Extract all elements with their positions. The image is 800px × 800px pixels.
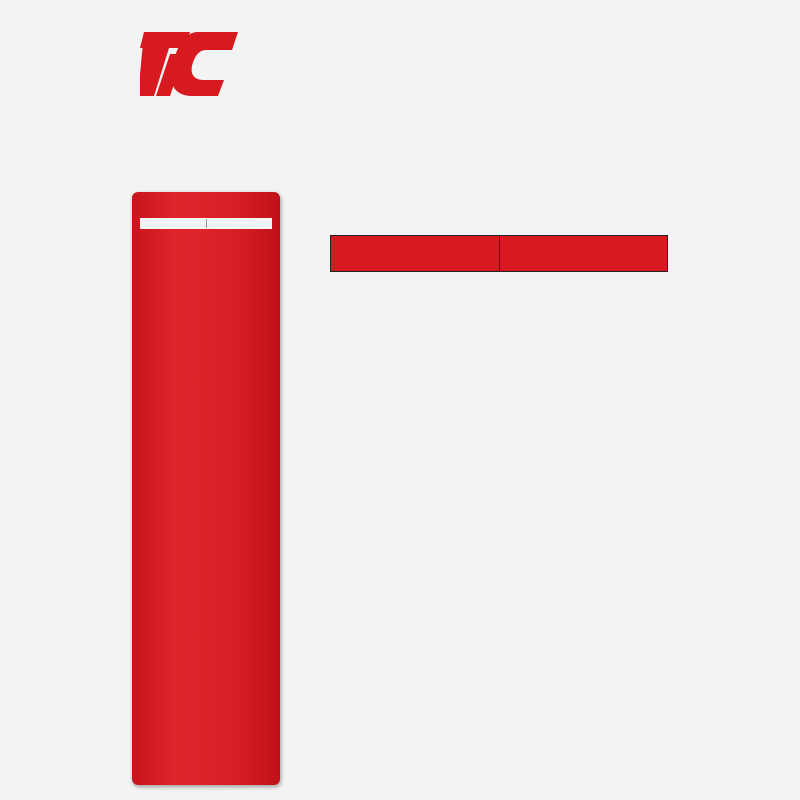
thread-checker-gauge <box>132 192 280 785</box>
table-header-row <box>331 236 668 272</box>
gauge-studs <box>132 192 280 785</box>
rc-logo-icon <box>140 24 240 119</box>
thread-size-table <box>330 235 668 272</box>
header-metric-thread <box>331 236 500 272</box>
header-imperial-thread <box>499 236 668 272</box>
